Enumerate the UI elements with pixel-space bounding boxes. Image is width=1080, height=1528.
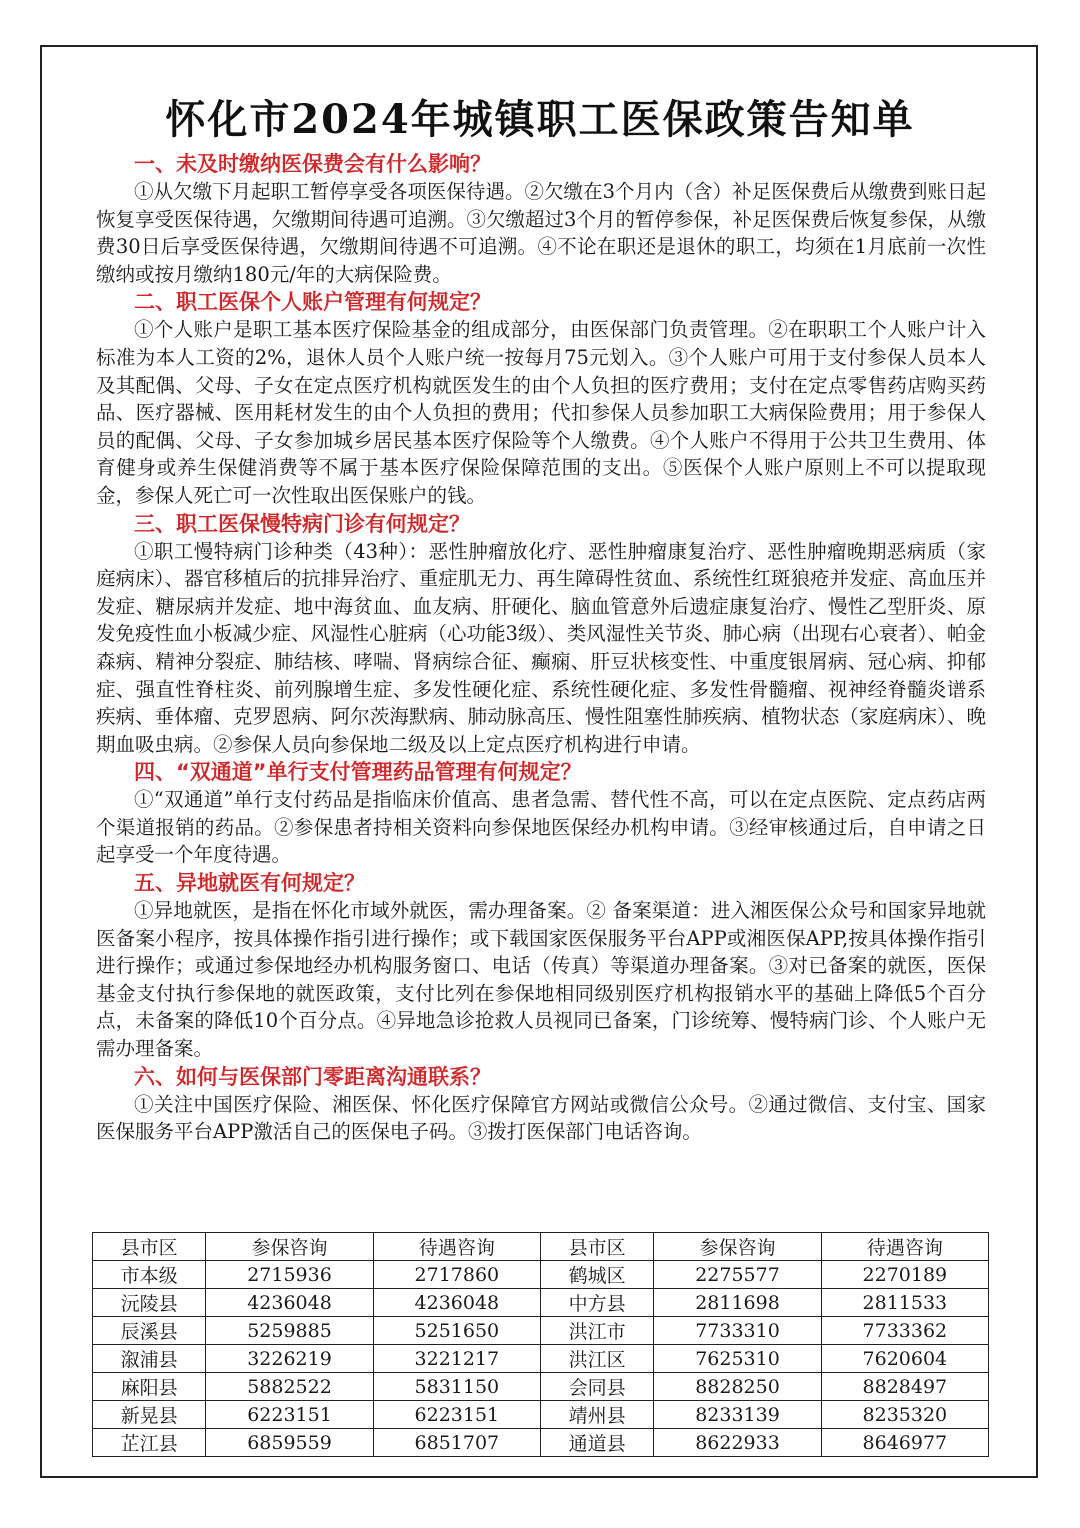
table-row	[93, 1429, 989, 1457]
column-header: 待遇咨询	[821, 1233, 988, 1261]
table-cell: 4236048	[206, 1289, 373, 1317]
column-header: 县市区	[93, 1233, 206, 1261]
table-cell: 中方县	[540, 1289, 653, 1317]
table-cell: 8828250	[654, 1373, 821, 1401]
table-cell: 芷江县	[93, 1429, 206, 1457]
table-cell: 8828497	[821, 1373, 988, 1401]
section-1	[96, 150, 986, 288]
table-cell: 洪江区	[540, 1345, 653, 1373]
table-cell: 沅陵县	[93, 1289, 206, 1317]
section-body: ①职工慢特病门诊种类（43种）：恶性肿瘤放化疗、恶性肿瘤康复治疗、恶性肿瘤晚期恶病质（家庭病床）、器官移植后的抗排异治疗、重症肌无力、再生障碍性贫血、系统性红斑狼疮并发症、高血压并发症、糖尿病并发症、地中海贫血、血友病、肝硬化、脑血管意外后遗症康复治疗、慢性乙型肝炎、原发免疫性血小板减少症、风湿性心脏病（心功能3级）、类风湿性关节炎、肺心病（出现右心衰者）、帕金森病、精神分裂症、肺结核、哮喘、肾病综合征、癫痫、肝豆状核变性、中重度银屑病、冠心病、抑郁症、强直性脊柱炎、前列腺增生症、多发性硬化症、系统性硬化症、多发性骨髓瘤、视神经脊髓炎谱系疾病、垂体瘤、克罗恩病、阿尔茨海默病、肺动脉高压、慢性阻塞性肺疾病、植物状态（家庭病床）、晚期血吸虫病。②参保人员向参保地二级及以上定点医疗机构进行申请。	[96, 539, 986, 756]
table-cell: 5259885	[206, 1317, 373, 1345]
table-cell: 8622933	[654, 1429, 821, 1457]
table-cell: 6223151	[373, 1401, 540, 1429]
table-row	[93, 1345, 989, 1373]
table-cell: 3221217	[373, 1345, 540, 1373]
section-body: ①异地就医，是指在怀化市域外就医，需办理备案。② 备案渠道：进入湘医保公众号和国家异地就医备案小程序，按具体操作指引进行操作；或下载国家医保服务平台APP或湘医保APP,按具体操作指引进行操作；或通过参保地经办机构服务窗口、电话（传真）等渠道办理备案。③对已备案的就医，医保基金支付执行参保地的就医政策，支付比列在参保地相同级别医疗机构报销水平的基础上降低5个百分点，未备案的降低10个百分点。④异地急诊抢救人员视同已备案，门诊统筹、慢特病门诊、个人账户无需办理备案。	[96, 899, 986, 1061]
column-header: 参保咨询	[654, 1233, 821, 1261]
contact-table	[92, 1232, 989, 1457]
section-4	[96, 758, 986, 869]
table-cell: 7733362	[821, 1317, 988, 1345]
table-cell: 8646977	[821, 1429, 988, 1457]
table-cell: 辰溪县	[93, 1317, 206, 1345]
section-5	[96, 869, 986, 1063]
table-cell: 2715936	[206, 1261, 373, 1289]
table-cell: 市本级	[93, 1261, 206, 1289]
column-header: 参保咨询	[206, 1233, 373, 1261]
table-cell: 5251650	[373, 1317, 540, 1345]
page-title: 怀化市2024年城镇职工医保政策告知单	[165, 96, 915, 143]
table-cell: 7620604	[821, 1345, 988, 1373]
section-body: ①个人账户是职工基本医疗保险基金的组成部分，由医保部门负责管理。②在职职工个人账户计入标准为本人工资的2%，退休人员个人账户统一按每月75元划入。③个人账户可用于支付参保人员本人及其配偶、父母、子女在定点医疗机构就医发生的由个人负担的医疗费用；支付在定点零售药店购买药品、医疗器械、医用耗材发生的由个人负担的费用；代扣参保人员参加职工大病保险费用；用于参保人员的配偶、父母、子女参加城乡居民基本医疗保险等个人缴费。④个人账户不得用于公共卫生费用、体育健身或养生保健消费等不属于基本医疗保险保障范围的支出。⑤医保个人账户原则上不可以提取现金，参保人死亡可一次性取出医保账户的钱。	[96, 318, 986, 507]
table-row	[93, 1289, 989, 1317]
section-heading: 四、“双通道”单行支付管理药品管理有何规定？	[134, 760, 582, 785]
table-cell: 溆浦县	[93, 1345, 206, 1373]
table-cell: 2811698	[654, 1289, 821, 1317]
table-cell: 靖州县	[540, 1401, 653, 1429]
section-heading: 三、职工医保慢特病门诊有何规定？	[134, 511, 470, 536]
table-cell: 会同县	[540, 1373, 653, 1401]
table-cell: 6223151	[206, 1401, 373, 1429]
section-6	[96, 1063, 986, 1146]
table-cell: 2270189	[821, 1261, 988, 1289]
table-cell: 3226219	[206, 1345, 373, 1373]
table-cell: 通道县	[540, 1429, 653, 1457]
section-body: ①关注中国医疗保险、湘医保、怀化医疗保障官方网站或微信公众号。②通过微信、支付宝、国家医保服务平台APP激活自己的医保电子码。③拨打医保部门电话咨询。	[96, 1092, 986, 1144]
section-heading: 六、如何与医保部门零距离沟通联系？	[134, 1064, 491, 1089]
section-heading: 一、未及时缴纳医保费会有什么影响？	[134, 152, 491, 176]
table-cell: 2811533	[821, 1289, 988, 1317]
table-cell: 8235320	[821, 1401, 988, 1429]
table-cell: 7733310	[654, 1317, 821, 1345]
table-cell: 5882522	[206, 1373, 373, 1401]
table-row	[93, 1401, 989, 1429]
section-body: ①从欠缴下月起职工暂停享受各项医保待遇。②欠缴在3个月内（含）补足医保费后从缴费到账日起恢复享受医保待遇，欠缴期间待遇可追溯。③欠缴超过3个月的暂停参保，补足医保费后恢复参保，从缴费30日后享受医保待遇，欠缴期间待遇不可追溯。④不论在职还是退休的职工，均须在1月底前一次性缴纳或按月缴纳180元/年的大病保险费。	[96, 180, 986, 286]
section-heading: 五、异地就医有何规定？	[134, 871, 365, 896]
table-cell: 2275577	[654, 1261, 821, 1289]
table-cell: 7625310	[654, 1345, 821, 1373]
table-cell: 5831150	[373, 1373, 540, 1401]
table-cell: 4236048	[373, 1289, 540, 1317]
table-cell: 2717860	[373, 1261, 540, 1289]
section-body: ①“双通道”单行支付药品是指临床价值高、患者急需、替代性不高，可以在定点医院、定点药店两个渠道报销的药品。②参保患者持相关资料向参保地医保经办机构申请。③经审核通过后，自申请之日起享受一个年度待遇。	[96, 788, 986, 867]
table-cell: 洪江市	[540, 1317, 653, 1345]
column-header: 待遇咨询	[373, 1233, 540, 1261]
table-row	[93, 1261, 989, 1289]
table-row	[93, 1373, 989, 1401]
table-cell: 鹤城区	[540, 1261, 653, 1289]
table-row	[93, 1317, 989, 1345]
table-header-row	[93, 1233, 989, 1261]
column-header: 县市区	[540, 1233, 653, 1261]
policy-content	[96, 150, 986, 1146]
table-cell: 6851707	[373, 1429, 540, 1457]
table-cell: 麻阳县	[93, 1373, 206, 1401]
table-cell: 8233139	[654, 1401, 821, 1429]
table-cell: 新晃县	[93, 1401, 206, 1429]
section-2	[96, 288, 986, 509]
section-heading: 二、职工医保个人账户管理有何规定？	[134, 290, 491, 315]
table-cell: 6859559	[206, 1429, 373, 1457]
section-3	[96, 510, 986, 759]
